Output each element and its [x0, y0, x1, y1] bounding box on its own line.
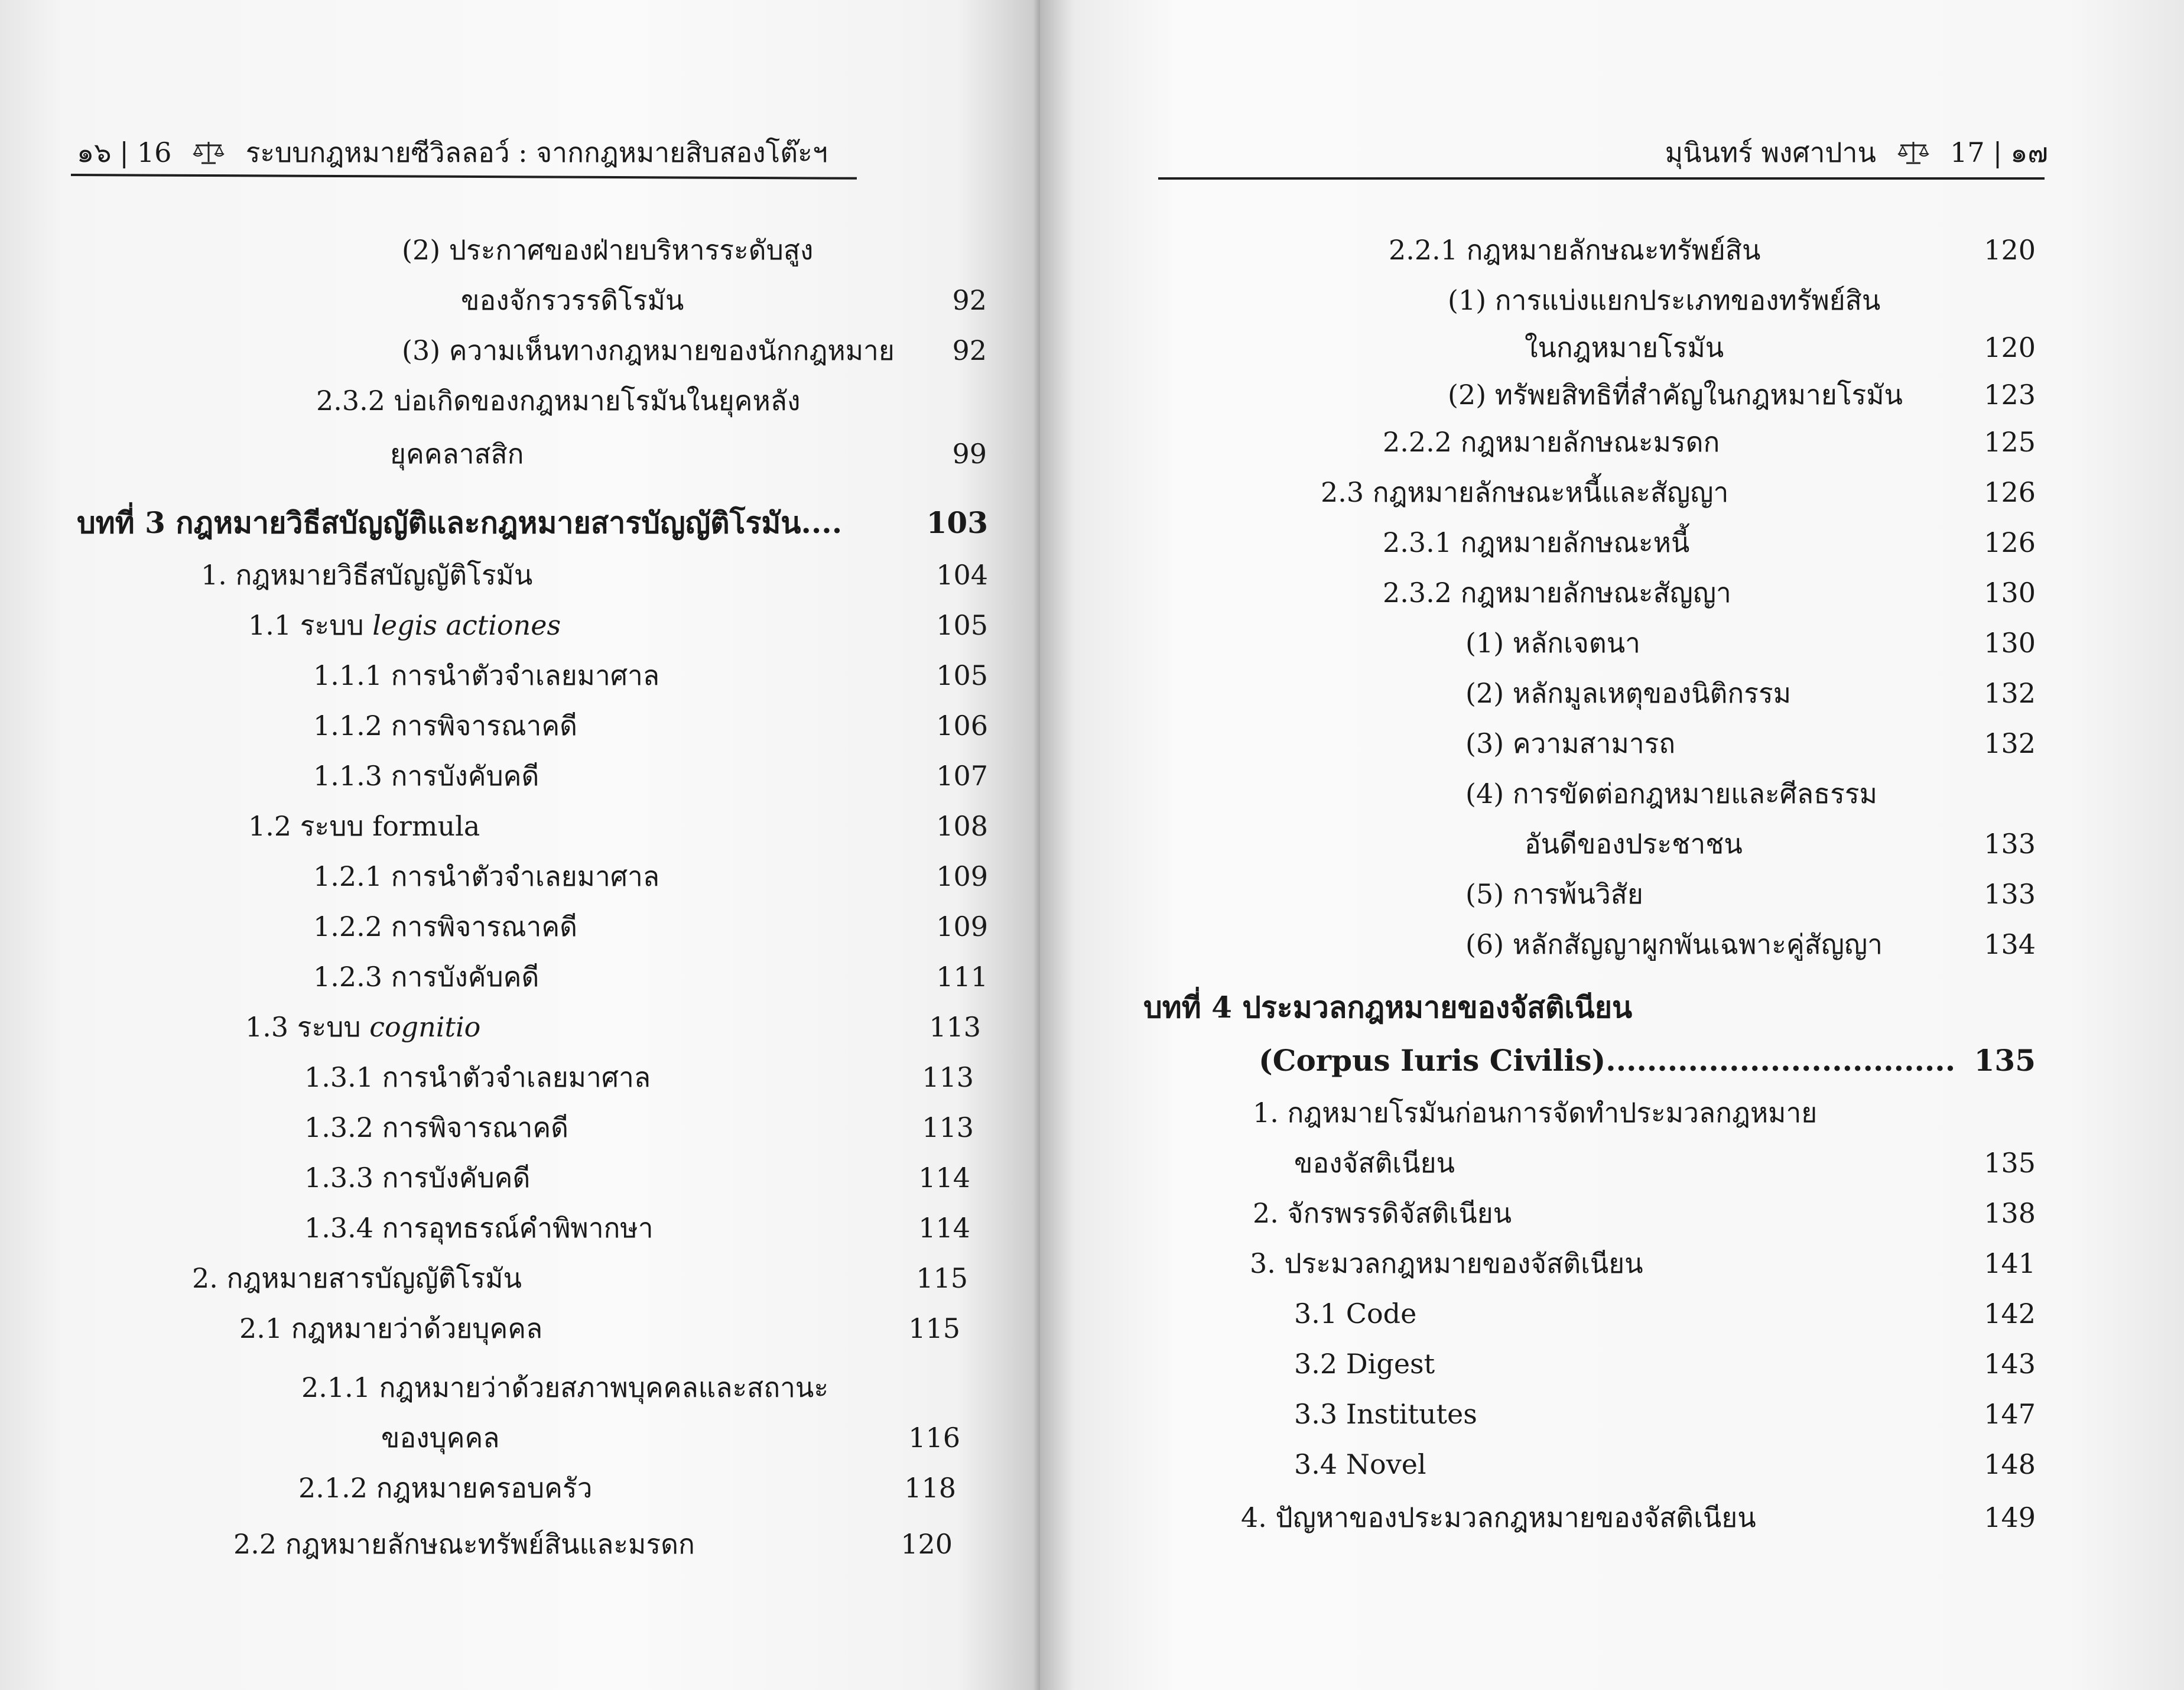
toc-entry-title: (5) การพ้นวิสัย [1465, 878, 1643, 910]
toc-page-number: 99 [952, 438, 987, 470]
toc-page-number: 125 [1984, 426, 2036, 458]
toc-entry-title: ของจักรวรรดิโรมัน [461, 284, 684, 316]
toc-entry-title: 2.2 กฎหมายลักษณะทรัพย์สินและมรดก [233, 1528, 695, 1560]
toc-entry-title: 1.2.1 การนำตัวจำเลยมาศาล [313, 860, 660, 892]
toc-entry [1253, 1197, 1512, 1229]
toc-entry [1465, 727, 1676, 759]
toc-page-number: 132 [1984, 677, 2036, 709]
toc-entry [304, 1214, 654, 1242]
toc-entry [1253, 1097, 1818, 1129]
toc-entry [1383, 526, 1690, 558]
toc-entry [313, 860, 660, 892]
toc-entry-title: 3. ประมวลกฎหมายของจัสติเนียน [1250, 1247, 1643, 1279]
toc-page-number: 113 [929, 1011, 981, 1043]
toc-entry-title: (Corpus Iuris Civilis).................................. [1259, 1043, 1956, 1078]
toc-entry [245, 1013, 480, 1041]
thai-page-number: ๑๖ [77, 136, 112, 168]
toc-entry [1143, 990, 1633, 1025]
thai-page-number: ๑๗ [2010, 136, 2048, 168]
toc-entry [1250, 1247, 1643, 1279]
toc-entry [1448, 379, 1903, 411]
toc-entry [1294, 1348, 1435, 1380]
toc-page-number: 130 [1984, 627, 2036, 659]
toc-entry [248, 812, 480, 840]
toc-entry [402, 236, 813, 264]
toc-entry-title: 1.1 ระบบ [248, 609, 373, 641]
toc-entry-title: ของบุคคล [381, 1422, 500, 1454]
toc-entry-title: บทที่ 3 กฎหมายวิธีสบัญญัติและกฎหมายสารบัญญัติโรมัน.... [77, 505, 843, 540]
toc-entry-title: 1. กฎหมายวิธีสบัญญัติโรมัน [201, 559, 533, 591]
toc-entry [239, 1312, 543, 1344]
toc-entry-title: 2.3.1 กฎหมายลักษณะหนี้ [1383, 526, 1690, 558]
page-number: 16 [136, 136, 172, 168]
toc-page-number: 109 [936, 860, 988, 892]
toc-entry [1383, 428, 1720, 456]
page-number: 17 [1950, 136, 1985, 168]
toc-page-number: 147 [1984, 1398, 2036, 1430]
toc-entry-title: 1.3.4 การอุทธรณ์คำพิพากษา [304, 1212, 654, 1244]
toc-page-number: 120 [901, 1528, 953, 1560]
toc-entry-title: 2. กฎหมายสารบัญญัติโรมัน [192, 1262, 522, 1294]
toc-entry [1465, 928, 1883, 960]
toc-entry [1321, 476, 1729, 508]
header-rule [1158, 177, 2045, 180]
toc-entry [313, 913, 577, 940]
toc-entry [402, 334, 895, 366]
toc-entry-title: 1.3.3 การบังคับคดี [304, 1162, 531, 1194]
right-page [1040, 0, 2184, 1690]
toc-entry-title: 2.1.1 กฎหมายว่าด้วยสภาพบุคคลและสถานะ [301, 1372, 829, 1403]
toc-page-number: 143 [1984, 1348, 2036, 1380]
toc-entry-title: 2. จักรพรรดิจัสติเนียน [1253, 1197, 1512, 1229]
toc-page-number: 120 [1984, 234, 2036, 266]
toc-entry-title: 2.1 กฎหมายว่าด้วยบุคคล [239, 1312, 543, 1344]
toc-entry-title: (3) ความเห็นทางกฎหมายของนักกฎหมาย [402, 334, 895, 366]
toc-entry [1241, 1504, 1756, 1531]
toc-entry-title: (6) หลักสัญญาผูกพันเฉพาะคู่สัญญา [1465, 928, 1883, 960]
toc-entry [313, 710, 578, 742]
toc-entry [1448, 284, 1881, 316]
toc-entry [316, 385, 801, 417]
toc-page-number: 115 [908, 1312, 960, 1344]
toc-page-number: 135 [1984, 1147, 2036, 1179]
toc-page-number: 134 [1984, 928, 2036, 960]
toc-entry-title: 1.1.2 การพิจารณาคดี [313, 710, 578, 742]
toc-page-number: 130 [1984, 577, 2036, 609]
header-separator: | [119, 136, 129, 168]
toc-entry-title: (2) หลักมูลเหตุของนิติกรรม [1465, 677, 1792, 709]
toc-entry-title: 2.1.2 กฎหมายครอบครัว [298, 1472, 593, 1504]
toc-page-number: 103 [926, 505, 988, 540]
toc-entry [313, 961, 540, 993]
toc-entry-title: (1) การแบ่งแยกประเภทของทรัพย์สิน [1448, 284, 1881, 316]
toc-page-number: 135 [1974, 1043, 2036, 1078]
toc-entry [1389, 236, 1760, 264]
toc-page-number: 148 [1984, 1448, 2036, 1480]
author-name: มุนินทร์ พงศาปาน [1665, 136, 1876, 168]
toc-entry-title: 2.3.2 บ่อเกิดของกฎหมายโรมันในยุคหลัง [316, 385, 801, 417]
toc-entry-title: 3.3 Institutes [1294, 1398, 1477, 1430]
toc-entry [1294, 1400, 1477, 1428]
toc-page-number: 114 [918, 1212, 970, 1244]
toc-entry [304, 1114, 568, 1141]
toc-entry-title: (1) หลักเจตนา [1465, 627, 1640, 659]
toc-page-number: 108 [936, 810, 988, 842]
toc-entry [298, 1474, 592, 1502]
toc-entry [461, 284, 684, 316]
toc-entry-title: 4. ปัญหาของประมวลกฎหมายของจัสติเนียน [1241, 1502, 1756, 1533]
toc-entry [248, 609, 561, 641]
toc-entry-title: (2) ทรัพยสิทธิที่สำคัญในกฎหมายโรมัน [1448, 379, 1903, 411]
toc-entry [1383, 577, 1731, 609]
toc-entry [1259, 1043, 1956, 1078]
toc-page-number: 105 [936, 659, 988, 691]
toc-page-number: 138 [1984, 1197, 2036, 1229]
toc-page-number: 113 [922, 1112, 974, 1143]
book-title: ระบบกฎหมายซีวิลลอว์ : จากกฎหมายสิบสองโต๊ะฯ [245, 136, 828, 168]
toc-page-number: 106 [936, 710, 988, 742]
toc-entry-title: 3.4 Novel [1294, 1448, 1426, 1480]
toc-entry-title: 1.3.1 การนำตัวจำเลยมาศาล [304, 1061, 651, 1093]
toc-entry [381, 1422, 500, 1454]
toc-entry-title: 2.2.2 กฎหมายลักษณะมรดก [1383, 426, 1720, 458]
toc-entry-title: 2.3.2 กฎหมายลักษณะสัญญา [1383, 577, 1731, 609]
toc-page-number: 132 [1984, 727, 2036, 759]
toc-page-number: 126 [1984, 526, 2036, 558]
toc-page-number: 115 [916, 1262, 968, 1294]
toc-entry [1465, 880, 1643, 908]
toc-entry-title: ในกฎหมายโรมัน [1525, 332, 1724, 363]
toc-entry-title: 2.2.1 กฎหมายลักษณะทรัพย์สิน [1389, 234, 1761, 266]
toc-entry-title: 1.2.3 การบังคับคดี [313, 961, 540, 993]
toc-entry-title: 3.2 Digest [1294, 1348, 1435, 1380]
toc-entry [313, 760, 540, 792]
left-page [0, 0, 1040, 1690]
toc-page-number: 104 [936, 559, 988, 591]
toc-page-number: 120 [1984, 332, 2036, 363]
toc-entry-title: อันดีของประชาชน [1525, 828, 1743, 860]
toc-page-number: 113 [922, 1061, 974, 1093]
toc-page-number: 126 [1984, 476, 2036, 508]
scales-of-justice-icon [192, 139, 225, 165]
toc-entry-title: ยุคคลาสสิก [390, 438, 524, 470]
toc-entry [77, 505, 843, 540]
toc-page-number: 92 [952, 284, 987, 316]
toc-page-number: 105 [936, 609, 988, 641]
toc-entry-title: (2) ประกาศของฝ่ายบริหารระดับสูง [402, 234, 814, 266]
toc-entry-title: (3) ความสามารถ [1465, 727, 1676, 759]
toc-entry-italic-term: legis actiones [372, 609, 561, 641]
toc-entry-title: 1.3 ระบบ [245, 1011, 370, 1043]
toc-entry-title: 1.3.2 การพิจารณาคดี [304, 1112, 569, 1143]
header-separator: | [1993, 136, 2003, 168]
toc-entry-title: 1.1.1 การนำตัวจำเลยมาศาล [313, 659, 660, 691]
toc-entry-title: บทที่ 4 ประมวลกฎหมายของจัสติเนียน [1143, 990, 1633, 1025]
toc-entry-title: 1.2.2 การพิจารณาคดี [313, 911, 578, 942]
toc-entry [304, 1061, 651, 1093]
toc-entry-title: 2.3 กฎหมายลักษณะหนี้และสัญญา [1321, 476, 1729, 508]
toc-entry [304, 1162, 531, 1194]
toc-entry-title: 1. กฎหมายโรมันก่อนการจัดทำประมวลกฎหมาย [1253, 1097, 1818, 1129]
header-rule [71, 174, 857, 180]
toc-entry-title: ของจัสติเนียน [1294, 1147, 1455, 1179]
scales-of-justice-icon [1897, 139, 1930, 165]
toc-page-number: 133 [1984, 828, 2036, 860]
toc-page-number: 107 [936, 760, 988, 792]
toc-entry [1525, 334, 1724, 361]
toc-entry [1465, 677, 1792, 709]
toc-page-number: 114 [918, 1162, 970, 1194]
toc-entry [1294, 1298, 1417, 1330]
toc-page-number: 133 [1984, 878, 2036, 910]
toc-entry [233, 1530, 695, 1558]
toc-page-number: 111 [936, 961, 988, 993]
toc-entry [313, 659, 660, 691]
toc-page-number: 116 [908, 1422, 960, 1454]
toc-page-number: 149 [1984, 1502, 2036, 1533]
toc-page-number: 142 [1984, 1298, 2036, 1330]
toc-page-number: 118 [904, 1472, 956, 1504]
toc-entry [192, 1262, 522, 1294]
toc-page-number: 92 [952, 334, 987, 366]
toc-entry-title: 3.1 Code [1294, 1298, 1417, 1330]
toc-page-number: 123 [1984, 379, 2036, 411]
toc-page-number: 109 [936, 911, 988, 942]
toc-entry [1525, 828, 1743, 860]
toc-entry-title: 1.2 ระบบ formula [248, 810, 480, 842]
left-page-header [77, 131, 828, 174]
toc-page-number: 141 [1984, 1247, 2036, 1279]
toc-entry [1294, 1448, 1426, 1480]
right-page-header [1665, 131, 2048, 174]
toc-entry [1465, 627, 1640, 659]
toc-entry [301, 1374, 828, 1401]
toc-entry-italic-term: cognitio [369, 1011, 481, 1043]
toc-entry [201, 561, 532, 589]
toc-entry [390, 438, 524, 470]
toc-entry-title: 1.1.3 การบังคับคดี [313, 760, 540, 792]
toc-entry [1294, 1147, 1455, 1179]
toc-entry-title: (4) การขัดต่อกฎหมายและศีลธรรม [1465, 778, 1877, 810]
toc-entry [1465, 778, 1877, 810]
